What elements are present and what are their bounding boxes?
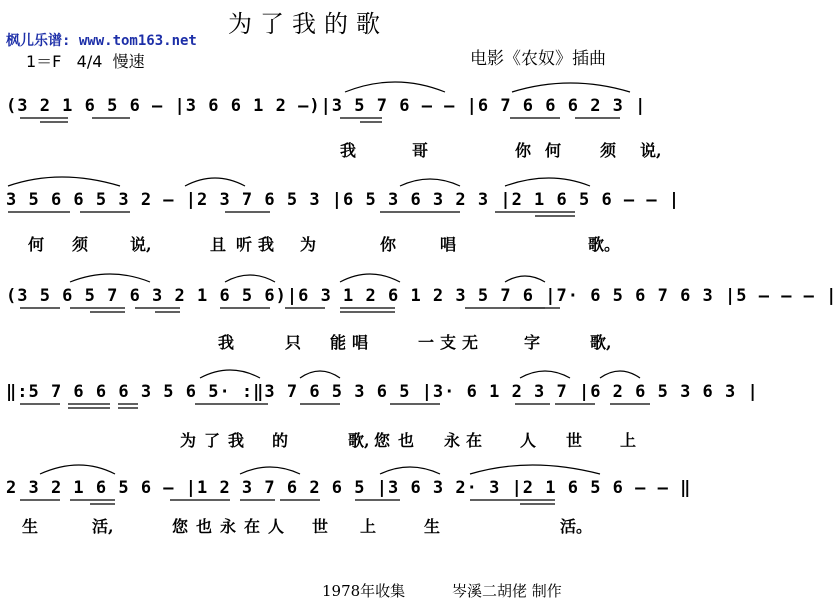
lyric: 你 [380, 235, 397, 254]
film-subtitle: 电影《农奴》插曲 [470, 49, 606, 69]
lyric: 无 [462, 333, 479, 352]
lyric: 生 [22, 517, 39, 536]
lyric: 生 [424, 517, 441, 536]
lyric: 人 [268, 517, 285, 536]
lyric: 活, [92, 517, 114, 536]
lyric: 我 [228, 431, 245, 450]
notation-line-3: (3 5 6 5 7 6 3 2 1 6 5 6)|6 3 1 2 6 1 2 3 5 7 6 |7· 6 5 6 7 6 3 |5 — — — | [6, 286, 837, 306]
collection-year: 1978年收集 [322, 582, 406, 600]
lyric: 上 [360, 517, 377, 536]
lyric: 永 [220, 517, 237, 536]
lyric: 说, [130, 235, 152, 254]
lyric: 在 [244, 517, 261, 536]
lyric: 世 [312, 517, 329, 536]
notation-line-2: 3 5 6 6 5 3 2 — |2 3 7 6 5 3 |6 5 3 6 3 2 3 |2 1 6 5 6 — — | [6, 190, 681, 210]
lyric: 歌, [590, 333, 612, 352]
lyric: 一 [418, 333, 435, 352]
notation-line-1: (3 2 1 6 5 6 — |3 6 6 1 2 —)|3 5 7 6 — — |6 7 6 6 6 2 3 | [6, 96, 647, 116]
lyric: 支 [440, 333, 457, 352]
lyric: 为 [180, 431, 197, 450]
lyric: 您 [374, 431, 391, 450]
lyric: 听 [236, 235, 253, 254]
lyric: 何 [28, 235, 45, 254]
lyric: 能 [330, 333, 347, 352]
lyric: 我 [218, 333, 235, 352]
lyric: 您 [172, 517, 189, 536]
song-title: 为了我的歌 [228, 10, 388, 38]
lyric: 活。 [560, 517, 593, 536]
key-signature: 1＝F 4/4 慢速 [26, 52, 145, 71]
notation-line-4: ‖:5 7 6 6 6 3 5 6 5· :‖3 7 6 5 3 6 5 |3· 6 1 2 3 7 |6 2 6 5 3 6 3 | [6, 382, 759, 402]
lyric: 永 [444, 431, 461, 450]
lyric: 只 [285, 333, 302, 352]
lyric: 上 [620, 431, 637, 450]
lyric: 也 [398, 431, 415, 450]
lyric: 为 [300, 235, 317, 254]
maker-credit: 岑溪二胡佬 制作 [452, 582, 562, 600]
lyric: 唱 [352, 333, 369, 352]
lyric: 唱 [440, 235, 457, 254]
lyric: 歌。 [588, 235, 621, 254]
lyric: 字 [524, 333, 541, 352]
lyric: 哥 [412, 141, 429, 160]
notation-line-5: 2 3 2 1 6 5 6 — |1 2 3 7 6 2 6 5 |3 6 3 2· 3 |2 1 6 5 6 — — ‖ [6, 478, 692, 498]
lyric: 了 [204, 431, 221, 450]
lyric: 何 [545, 141, 562, 160]
lyric: 须 [600, 141, 617, 160]
lyric: 也 [196, 517, 213, 536]
site-watermark: 枫儿乐谱: www.tom163.net [6, 33, 197, 49]
lyric: 在 [466, 431, 483, 450]
lyric: 我 [258, 235, 275, 254]
lyric: 人 [520, 431, 537, 450]
lyric: 你 [515, 141, 532, 160]
lyric: 世 [566, 431, 583, 450]
lyric: 我 [340, 141, 357, 160]
lyric: 说, [640, 141, 662, 160]
lyric: 歌, [348, 431, 370, 450]
lyric: 须 [72, 235, 89, 254]
lyric: 的 [272, 431, 289, 450]
lyric: 且 [210, 235, 227, 254]
